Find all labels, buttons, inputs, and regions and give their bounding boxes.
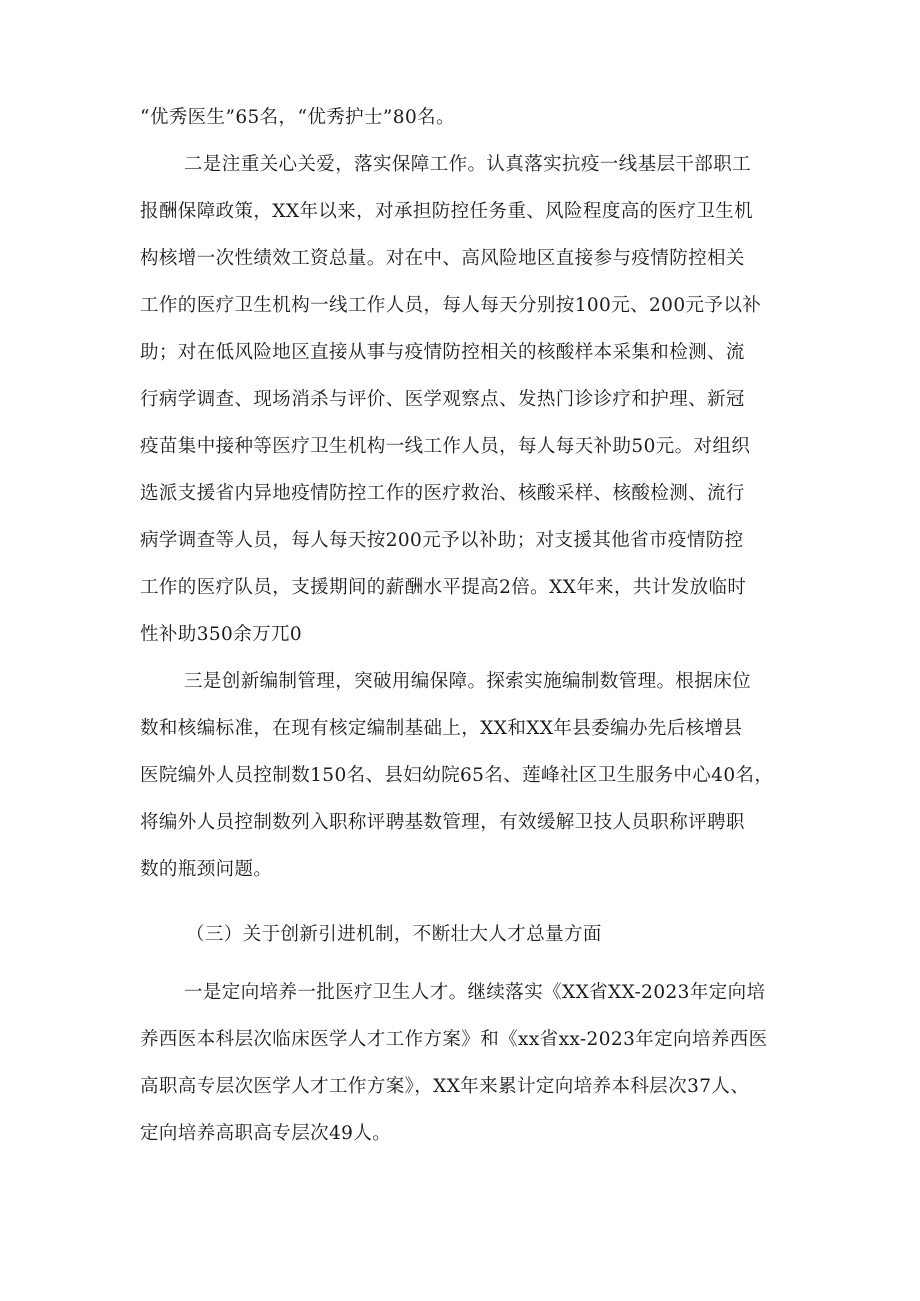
text-line-3: 报酬保障政策，XX年以来，对承担防控任务重、风险程度高的医疗卫生机 — [140, 201, 754, 222]
text-line-7: 行病学调查、现场消杀与评价、医学观察点、发热门诊诊疗和护理、新冠 — [140, 389, 745, 410]
text-line-17: 数的瓶颈问题。 — [140, 859, 273, 880]
text-line-13: 三是创新编制管理，突破用编保障。探索实施编制数管理。根据床位 — [184, 671, 752, 692]
text-line-9: 选派支援省内异地疫情防控工作的医疗救治、核酸采样、核酸检测、流行 — [140, 483, 745, 504]
text-line-15: 医院编外人员控制数150名、县妇幼院65名、莲峰社区卫生服务中心40名， — [140, 765, 774, 786]
text-line-4: 构核增一次性绩效工资总量。对在中、高风险地区直接参与疫情防控相关 — [140, 248, 745, 269]
text-line-22: 定向培养高职高专层次49人。 — [140, 1123, 392, 1144]
text-line-20: 养西医本科层次临床医学人才工作方案》和《xx省xx-2023年定向培养西医 — [140, 1029, 768, 1050]
section-heading: （三）关于创新引进机制，不断壮大人才总量方面 — [186, 924, 602, 945]
text-line-14: 数和核编标准，在现有核定编制基础上，XX和XX年县委编办先后核增县 — [140, 718, 743, 739]
text-line-12: 性补助350余万兀0 — [140, 624, 303, 645]
text-line-5: 工作的医疗卫生机构一线工作人员，每人每天分别按100元、200元予以补 — [140, 295, 762, 316]
text-line-8: 疫苗集中接种等医疗卫生机构一线工作人员，每人每天补助50元。对组织 — [140, 436, 751, 457]
text-line-2: 二是注重关心关爱，落实保障工作。认真落实抗疫一线基层干部职工 — [184, 154, 752, 175]
text-line-11: 工作的医疗队员，支援期间的薪酬水平提高2倍。XX年来，共计发放临时 — [140, 577, 747, 598]
text-line-16: 将编外人员控制数列入职称评聘基数管理，有效缓解卫技人员职称评聘职 — [140, 812, 745, 833]
text-line-1: “优秀医生”65名，“优秀护士”80名。 — [140, 107, 455, 128]
text-line-19: 一是定向培养一批医疗卫生人才。继续落实《XX省XX-2023年定向培 — [184, 982, 766, 1003]
text-line-6: 助；对在低风险地区直接从事与疫情防控相关的核酸样本采集和检测、流 — [140, 342, 745, 363]
text-line-10: 病学调查等人员，每人每天按200元予以补助；对支援其他省市疫情防控 — [140, 530, 744, 551]
text-line-21: 高职高专层次医学人才工作方案》，XX年来累计定向培养本科层次37人、 — [140, 1076, 750, 1097]
